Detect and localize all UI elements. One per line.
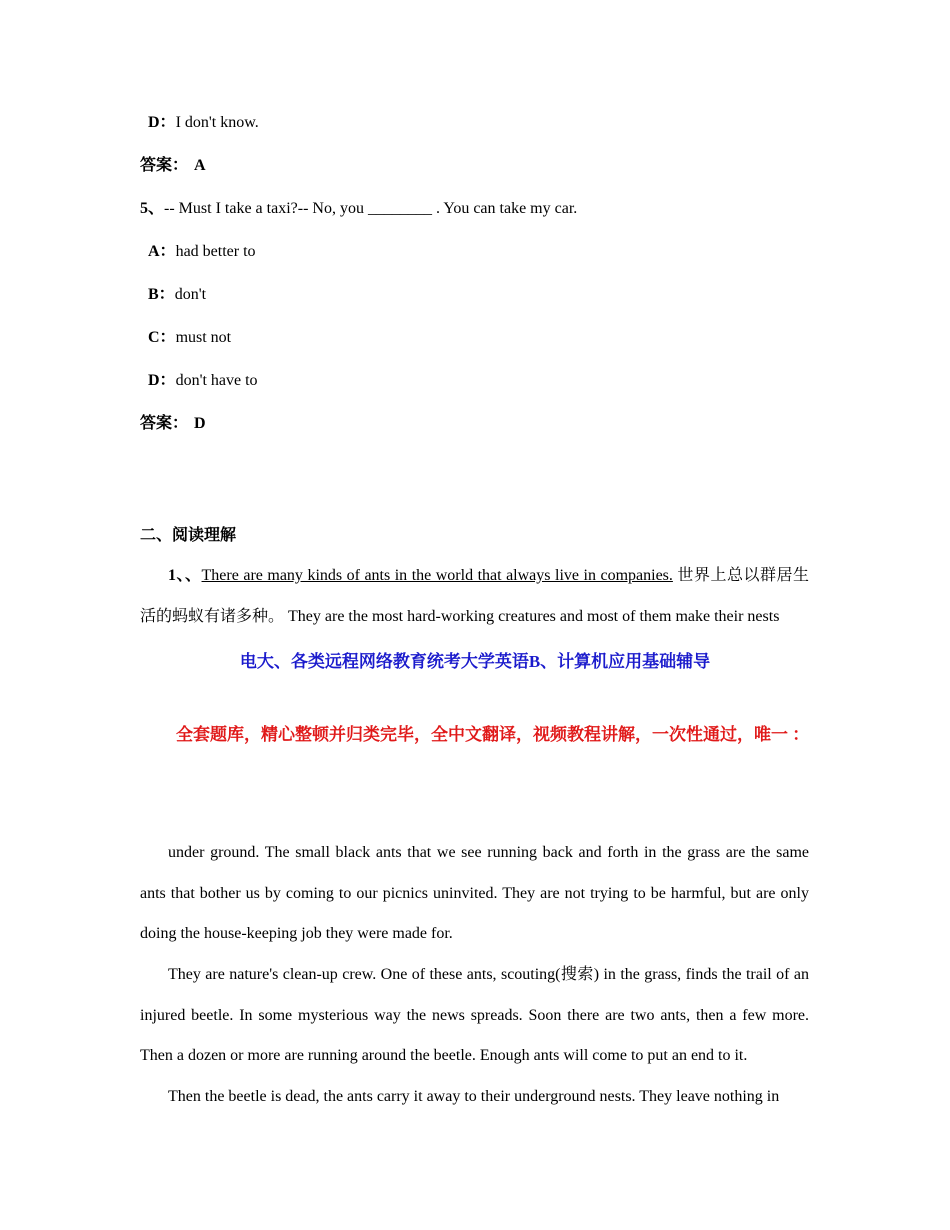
option-text: don't [174, 286, 207, 303]
q4-option-d [148, 113, 259, 133]
first-translation: 世界上总以群居生活的蚂蚁有诸多种。 [140, 567, 809, 625]
promo-banner-blue: 电大、各类远程网络教育统考大学英语B、计算机应用基础辅导 [239, 652, 711, 671]
reading-intro-paragraph [140, 556, 809, 637]
option-key: D： [148, 372, 176, 389]
answer-value: A [194, 157, 206, 174]
promo-banner-red: 全套题库，精心整顿并归类完毕，全中文翻译，视频教程讲解，一次性通过，唯一 ： [176, 725, 810, 744]
option-text: had better to [175, 243, 256, 260]
q5-option-c [148, 328, 231, 348]
option-key: A： [148, 243, 176, 260]
option-key: C： [148, 329, 176, 346]
passage-number: 1、、 [168, 567, 202, 584]
reading-paragraph-1: under ground. The small black ants that we see running back and forth in the grass are the same ants that bother us by coming to our picnics uninvited. They are not trying to be harmful, but are only doing the house-keeping job they were made for. [140, 844, 809, 943]
section-title: 二、阅读理解 [140, 527, 237, 544]
answer-label: 答案： [140, 415, 189, 432]
reading-paragraph-3: Then the beetle is dead, the ants carry it away to their underground nests. They leave nothing in [168, 1088, 780, 1105]
q5-answer [140, 414, 206, 434]
option-text: I don't know. [175, 114, 259, 131]
first-sentence: There are many kinds of ants in the world that always live in companies. [201, 567, 673, 584]
q5-option-a [148, 242, 256, 262]
q5-question [140, 199, 577, 219]
q5-option-b [148, 285, 206, 305]
question-number: 5、 [140, 200, 165, 217]
q5-option-d [148, 371, 258, 391]
option-key: D： [148, 114, 176, 131]
question-text: -- Must I take a taxi?-- No, you ________ . You can take my car. [164, 200, 578, 217]
first-continuation: They are the most hard-working creatures and most of them make their nests [288, 607, 780, 625]
reading-paragraph-2: They are nature's clean-up crew. One of these ants, scouting(搜索) in the grass, finds the trail of an injured beetle. In some mysterious way the news spreads. Soon there are two ants, then a few more. Then a dozen or more are running around the beetle. Enough ants will come to put an end to it. [140, 966, 809, 1065]
option-key: B： [148, 286, 175, 303]
answer-label: 答案： [140, 157, 189, 174]
option-text: don't have to [175, 372, 258, 389]
answer-value: D [194, 415, 206, 432]
q4-answer [140, 156, 206, 176]
option-text: must not [175, 329, 232, 346]
